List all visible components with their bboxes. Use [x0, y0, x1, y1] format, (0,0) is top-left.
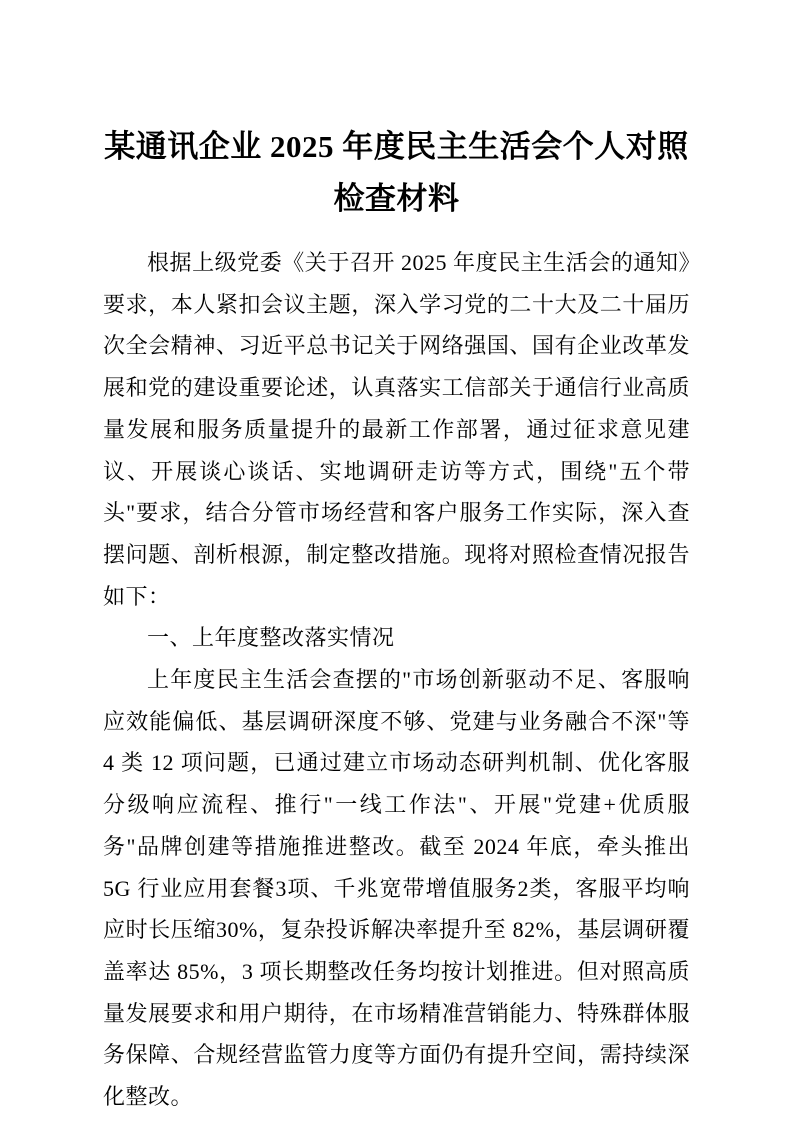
- paragraph-rectification-details: 上年度民主生活会查摆的"市场创新驱动不足、客服响应效能偏低、基层调研深度不够、党建与业务融合不深"等 4 类 12 项问题，已通过建立市场动态研判机制、优化客服分级响应流程、推行"一线工作法"、开展"党建+优质服务"品牌创建等措施推进整改。截至 2024 年底，牵头推出 5G 行业应用套餐3项、千兆宽带增值服务2类，客服平均响应时长压缩30%，复杂投诉解决率提升至 82%，基层调研覆盖率达 85%，3 项长期整改任务均按计划推进。但对照高质量发展要求和用户期待，在市场精准营销能力、特殊群体服务保障、合规经营监管力度等方面仍有提升空间，需持续深化整改。: [103, 667, 690, 1110]
- document-title: 某通讯企业 2025 年度民主生活会个人对照检查材料: [104, 129, 689, 216]
- paragraph-intro: 根据上级党委《关于召开 2025 年度民主生活会的通知》要求，本人紧扣会议主题，深入学习党的二十大及二十届历次全会精神、习近平总书记关于网络强国、国有企业改革发展和党的建设重要论述，认真落实工信部关于通信行业高质量发展和服务质量提升的最新工作部署，通过征求意见建议、开展谈心谈话、实地调研走访等方式，围绕"五个带头"要求，结合分管市场经营和客户服务工作实际，深入查摆问题、剖析根源，制定整改措施。现将对照检查情况报告如下：: [103, 250, 690, 609]
- section-heading-rectification-status: 一、上年度整改落实情况: [147, 625, 395, 651]
